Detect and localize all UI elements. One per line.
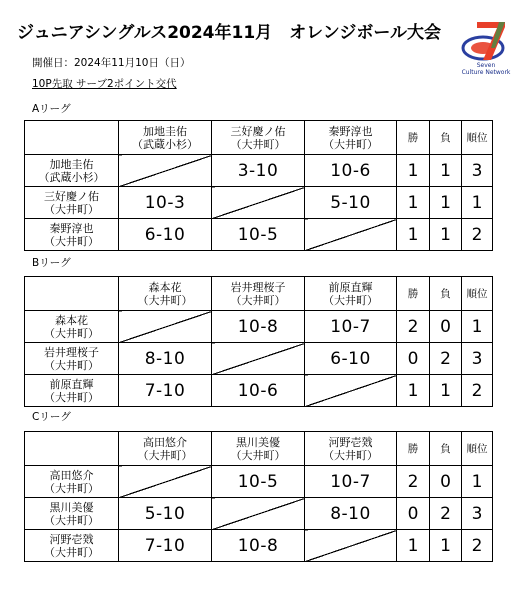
row-header-player xyxy=(25,187,119,219)
diagonal-cell xyxy=(305,530,397,562)
player-name: 岩井理桜子 xyxy=(44,345,99,359)
table-row xyxy=(25,498,493,530)
player-name: 岩井理桜子 xyxy=(230,280,286,294)
player-club: （大井町） xyxy=(323,448,378,462)
player-club: （大井町） xyxy=(44,358,99,372)
rank-cell: 1 xyxy=(462,311,493,343)
event-date: 開催日：2024年11月10日（日） xyxy=(32,57,191,69)
losses-cell: 1 xyxy=(430,530,462,562)
player-club: （大井町） xyxy=(323,137,378,151)
player-club: （大井町） xyxy=(230,293,286,307)
player-name: 森本花 xyxy=(55,313,88,327)
table-row xyxy=(25,219,493,251)
column-header-stat: 勝 xyxy=(397,277,430,311)
score-cell: 10-6 xyxy=(305,155,397,187)
wins-cell: 1 xyxy=(397,155,430,187)
score-cell: 8-10 xyxy=(305,498,397,530)
rank-cell: 3 xyxy=(462,155,493,187)
player-club: （大井町） xyxy=(137,293,193,307)
score-cell: 8-10 xyxy=(119,343,212,375)
league-label: Aリーグ xyxy=(32,103,71,115)
league-label: Cリーグ xyxy=(32,411,71,423)
table-row xyxy=(25,375,493,407)
page-title: ジュニアシングルス2024年11月 オレンジボール大会 xyxy=(17,23,441,43)
seven-logo-icon xyxy=(455,18,517,64)
score-cell: 5-10 xyxy=(119,498,212,530)
column-header-stat: 順位 xyxy=(462,121,493,155)
player-club: （大井町） xyxy=(137,448,193,462)
column-header-player xyxy=(212,277,305,311)
player-name: 秦野淳也 xyxy=(49,221,94,235)
table-header-row xyxy=(25,277,493,311)
player-club: （大井町） xyxy=(44,513,99,527)
wins-cell: 1 xyxy=(397,187,430,219)
logo-line-1: Seven xyxy=(476,62,496,69)
column-header-player xyxy=(305,277,397,311)
score-cell: 10-6 xyxy=(212,375,305,407)
player-club: （大井町） xyxy=(323,293,378,307)
logo-line-2: Culture Network xyxy=(461,69,511,76)
wins-cell: 0 xyxy=(397,343,430,375)
row-header-player xyxy=(25,155,119,187)
diagonal-cell xyxy=(212,498,305,530)
player-club: （武蔵小杉） xyxy=(38,170,105,184)
player-club: （大井町） xyxy=(44,545,99,559)
column-header-stat: 負 xyxy=(430,277,462,311)
rank-cell: 3 xyxy=(462,343,493,375)
losses-cell: 2 xyxy=(430,498,462,530)
table-row xyxy=(25,343,493,375)
rank-cell: 1 xyxy=(462,466,493,498)
score-cell: 6-10 xyxy=(119,219,212,251)
losses-cell: 1 xyxy=(430,375,462,407)
diagonal-cell xyxy=(305,219,397,251)
column-header-stat: 勝 xyxy=(397,121,430,155)
losses-cell: 2 xyxy=(430,343,462,375)
row-header-player xyxy=(25,530,119,562)
losses-cell: 1 xyxy=(430,219,462,251)
score-cell: 6-10 xyxy=(305,343,397,375)
league-table xyxy=(24,120,493,251)
wins-cell: 0 xyxy=(397,498,430,530)
player-name: 高田悠介 xyxy=(49,468,94,482)
player-name: 三好慶ノ佑 xyxy=(44,189,99,203)
table-row xyxy=(25,311,493,343)
match-rule: 10P先取 サーブ2ポイント交代 xyxy=(32,78,177,90)
score-cell: 10-5 xyxy=(212,219,305,251)
score-cell: 10-8 xyxy=(212,530,305,562)
column-header-stat: 勝 xyxy=(397,432,430,466)
row-header-player xyxy=(25,343,119,375)
score-cell: 3-10 xyxy=(212,155,305,187)
column-header-stat: 順位 xyxy=(462,277,493,311)
row-header-player xyxy=(25,498,119,530)
diagonal-cell xyxy=(212,343,305,375)
player-name: 前原直輝 xyxy=(49,377,94,391)
player-club: （大井町） xyxy=(44,234,99,248)
wins-cell: 1 xyxy=(397,219,430,251)
player-name: 黒川美優 xyxy=(49,500,94,514)
wins-cell: 1 xyxy=(397,375,430,407)
diagonal-cell xyxy=(119,311,212,343)
player-club: （大井町） xyxy=(230,137,286,151)
score-cell: 10-8 xyxy=(212,311,305,343)
player-club: （大井町） xyxy=(44,390,99,404)
wins-cell: 1 xyxy=(397,530,430,562)
losses-cell: 1 xyxy=(430,155,462,187)
diagonal-cell xyxy=(305,375,397,407)
diagonal-cell xyxy=(119,466,212,498)
column-header-stat: 負 xyxy=(430,121,462,155)
logo-caption xyxy=(455,62,517,76)
column-header-player xyxy=(212,432,305,466)
score-cell: 5-10 xyxy=(305,187,397,219)
league-label: Bリーグ xyxy=(32,257,71,269)
player-name: 河野壱戣 xyxy=(49,532,94,546)
league-table xyxy=(24,276,493,407)
header-corner xyxy=(25,121,119,155)
row-header-player xyxy=(25,466,119,498)
player-name: 加地圭佑 xyxy=(49,157,94,171)
table-row xyxy=(25,187,493,219)
table-row xyxy=(25,155,493,187)
score-cell: 7-10 xyxy=(119,375,212,407)
row-header-player xyxy=(25,375,119,407)
column-header-stat: 負 xyxy=(430,432,462,466)
losses-cell: 0 xyxy=(430,466,462,498)
column-header-player xyxy=(119,121,212,155)
rank-cell: 2 xyxy=(462,219,493,251)
wins-cell: 2 xyxy=(397,311,430,343)
table-header-row xyxy=(25,121,493,155)
player-name: 加地圭佑 xyxy=(143,124,187,138)
column-header-player xyxy=(119,432,212,466)
player-name: 森本花 xyxy=(148,280,182,294)
losses-cell: 1 xyxy=(430,187,462,219)
diagonal-cell xyxy=(212,187,305,219)
score-cell: 10-7 xyxy=(305,466,397,498)
player-name: 高田悠介 xyxy=(143,435,187,449)
player-name: 河野壱戣 xyxy=(328,435,373,449)
player-club: （大井町） xyxy=(44,202,99,216)
column-header-player xyxy=(305,432,397,466)
rank-cell: 1 xyxy=(462,187,493,219)
column-header-player xyxy=(212,121,305,155)
table-header-row xyxy=(25,432,493,466)
table-row xyxy=(25,466,493,498)
header-corner xyxy=(25,432,119,466)
losses-cell: 0 xyxy=(430,311,462,343)
score-cell: 10-3 xyxy=(119,187,212,219)
rank-cell: 3 xyxy=(462,498,493,530)
player-name: 黒川美優 xyxy=(236,435,280,449)
column-header-player xyxy=(305,121,397,155)
player-name: 前原直輝 xyxy=(328,280,373,294)
rank-cell: 2 xyxy=(462,530,493,562)
player-club: （大井町） xyxy=(44,326,99,340)
rank-cell: 2 xyxy=(462,375,493,407)
player-club: （大井町） xyxy=(230,448,286,462)
column-header-stat: 順位 xyxy=(462,432,493,466)
player-club: （武蔵小杉） xyxy=(132,137,198,151)
player-name: 三好慶ノ佑 xyxy=(230,124,286,138)
league-table xyxy=(24,431,493,562)
score-cell: 10-5 xyxy=(212,466,305,498)
seven-culture-network-logo xyxy=(455,18,517,76)
row-header-player xyxy=(25,219,119,251)
wins-cell: 2 xyxy=(397,466,430,498)
player-club: （大井町） xyxy=(44,481,99,495)
table-row xyxy=(25,530,493,562)
score-cell: 10-7 xyxy=(305,311,397,343)
row-header-player xyxy=(25,311,119,343)
player-name: 秦野淳也 xyxy=(328,124,373,138)
header-corner xyxy=(25,277,119,311)
column-header-player xyxy=(119,277,212,311)
score-cell: 7-10 xyxy=(119,530,212,562)
diagonal-cell xyxy=(119,155,212,187)
